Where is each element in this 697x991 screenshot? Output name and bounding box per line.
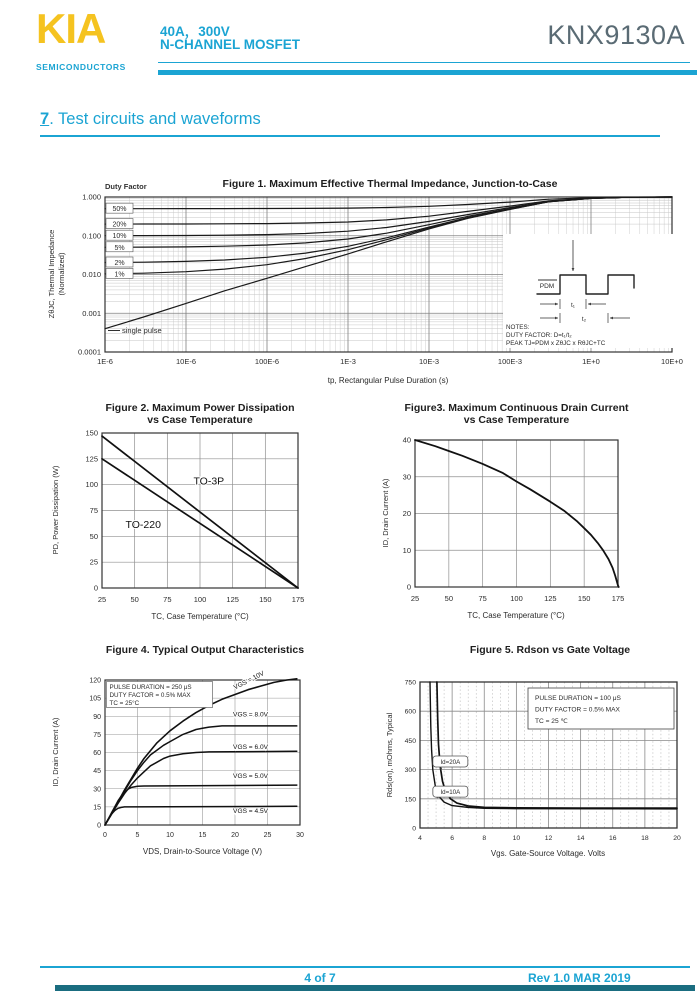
svg-text:150: 150: [577, 594, 591, 603]
svg-text:12: 12: [544, 835, 553, 842]
svg-text:0: 0: [93, 583, 98, 593]
svg-text:125: 125: [226, 595, 239, 604]
svg-text:DUTY FACTOR = 0.5% MAX: DUTY FACTOR = 0.5% MAX: [109, 692, 191, 699]
figure-1-chart: [40, 176, 690, 399]
svg-text:0: 0: [412, 825, 416, 833]
svg-text:VGS = 4.5V: VGS = 4.5V: [233, 807, 269, 815]
svg-text:t₂: t₂: [581, 316, 587, 323]
part-number: KNX9130A: [547, 20, 685, 50]
svg-text:50: 50: [444, 594, 454, 603]
svg-text:0.100: 0.100: [82, 231, 101, 241]
svg-text:10E+0: 10E+0: [661, 357, 683, 366]
svg-text:25: 25: [410, 594, 420, 603]
chart-fig3-svg: [380, 402, 680, 634]
figure-4-chart: [40, 644, 370, 875]
device-rating: 40A，300V: [160, 24, 230, 39]
svg-text:600: 600: [404, 708, 416, 716]
svg-text:Id=20A: Id=20A: [440, 758, 461, 766]
svg-text:0.001: 0.001: [82, 308, 101, 318]
svg-text:20: 20: [402, 509, 411, 518]
figure-4-title: Figure 4. Typical Output Characteristics: [105, 644, 305, 656]
svg-text:PULSE DURATION = 250 μS: PULSE DURATION = 250 μS: [109, 684, 192, 691]
figure-2-chart: [40, 402, 370, 639]
svg-text:20: 20: [673, 835, 681, 842]
section-title-text: . Test circuits and waveforms: [49, 110, 261, 128]
footer-rule: [40, 966, 690, 968]
chart-fig4-svg: [40, 644, 370, 870]
svg-text:1E+0: 1E+0: [582, 357, 600, 366]
svg-text:4: 4: [418, 835, 422, 842]
svg-text:105: 105: [89, 695, 101, 703]
svg-text:90: 90: [93, 713, 101, 721]
figure-5: [380, 644, 697, 870]
svg-text:ID, Drain Current (A): ID, Drain Current (A): [51, 717, 60, 787]
chart-fig5-svg: [380, 644, 697, 870]
svg-text:10E-3: 10E-3: [418, 357, 440, 366]
figure-3: [380, 402, 680, 634]
svg-text:DUTY FACTOR = 0.5% MAX: DUTY FACTOR = 0.5% MAX: [535, 706, 620, 714]
svg-text:ZθJC, Thermal Impedance: ZθJC, Thermal Impedance: [47, 229, 56, 319]
svg-text:5: 5: [135, 832, 140, 839]
svg-text:PDM: PDM: [539, 283, 555, 290]
svg-text:0: 0: [103, 832, 107, 839]
svg-text:Rds(on), mOhms, Typical: Rds(on), mOhms, Typical: [385, 712, 394, 798]
svg-text:14: 14: [576, 835, 585, 842]
svg-text:ID, Drain Current (A): ID, Drain Current (A): [381, 478, 390, 548]
svg-text:0.010: 0.010: [82, 270, 101, 279]
svg-text:VGS = 5.0V: VGS = 5.0V: [233, 772, 269, 780]
svg-text:10: 10: [402, 545, 411, 555]
svg-text:40: 40: [402, 435, 411, 445]
header-rule-thin: [158, 62, 690, 63]
svg-text:50: 50: [89, 531, 98, 541]
revision: Rev 1.0 MAR 2019: [528, 971, 631, 985]
svg-text:1.000: 1.000: [82, 192, 101, 202]
figure-2: [40, 402, 370, 634]
svg-text:150: 150: [259, 595, 272, 604]
svg-text:TC, Case Temperature (°C): TC, Case Temperature (°C): [151, 612, 249, 621]
svg-text:10E-6: 10E-6: [175, 357, 197, 366]
svg-text:single pulse: single pulse: [122, 326, 162, 335]
svg-text:PULSE DURATION = 100 μS: PULSE DURATION = 100 μS: [535, 695, 621, 702]
svg-text:8: 8: [482, 835, 487, 842]
svg-text:15: 15: [198, 832, 207, 839]
chart-fig1-svg: [40, 176, 690, 394]
svg-text:1E-6: 1E-6: [97, 357, 113, 366]
svg-text:(Normalized): (Normalized): [57, 252, 66, 296]
svg-text:16: 16: [608, 835, 617, 842]
svg-text:300: 300: [404, 767, 416, 775]
svg-text:450: 450: [404, 737, 416, 745]
svg-text:75: 75: [163, 595, 172, 604]
svg-text:25: 25: [263, 832, 272, 839]
figure-3-title: Figure3. Maximum Continuous Drain Current: [404, 402, 629, 414]
svg-text:10: 10: [512, 835, 521, 842]
kia-logo-subtext: SEMICONDUCTORS: [36, 62, 126, 72]
figure-5-title: Figure 5. Rdson vs Gate Voltage: [469, 644, 631, 656]
device-type: N-CHANNEL MOSFET: [160, 37, 300, 52]
svg-text:175: 175: [291, 595, 305, 604]
svg-text:75: 75: [93, 731, 101, 739]
svg-text:Id=10A: Id=10A: [440, 789, 461, 797]
svg-text:TC = 25°C: TC = 25°C: [109, 700, 140, 707]
svg-text:175: 175: [611, 594, 625, 603]
svg-text:75: 75: [89, 506, 98, 515]
svg-text:120: 120: [89, 677, 101, 685]
svg-text:10: 10: [166, 832, 174, 839]
svg-text:30: 30: [296, 832, 304, 839]
kia-logo: KIA: [36, 5, 106, 52]
svg-text:VDS, Drain-to-Source Voltage (: VDS, Drain-to-Source Voltage (V): [142, 847, 263, 856]
section-title: [40, 110, 660, 137]
svg-text:VGS = 10V: VGS = 10V: [232, 670, 266, 692]
figure-1-title: Figure 1. Maximum Effective Thermal Impedance, Junction-to-Case: [222, 178, 558, 190]
svg-text:150: 150: [404, 796, 416, 804]
svg-text:100: 100: [85, 480, 98, 490]
svg-text:60: 60: [93, 750, 101, 757]
chart-fig2-svg: [40, 402, 370, 634]
svg-text:PD, Power Dissipation (W): PD, Power Dissipation (W): [51, 465, 60, 555]
header-rule-thick: [158, 70, 697, 75]
svg-text:10%: 10%: [112, 233, 127, 241]
svg-text:0: 0: [97, 822, 101, 830]
svg-text:Vgs. Gate-Source Voltage. Volt: Vgs. Gate-Source Voltage. Volts: [490, 849, 606, 858]
svg-text:100: 100: [193, 595, 207, 604]
svg-text:30: 30: [93, 786, 101, 794]
svg-text:45: 45: [93, 768, 101, 776]
svg-text:30: 30: [402, 472, 411, 482]
svg-text:tp, Rectangular Pulse Duration: tp, Rectangular Pulse Duration (s): [327, 376, 449, 385]
figure-5-chart: [380, 644, 697, 875]
svg-text:100E-6: 100E-6: [254, 357, 280, 366]
svg-text:TO-3P: TO-3P: [193, 475, 225, 488]
svg-text:TC, Case Temperature (°C): TC, Case Temperature (°C): [467, 611, 565, 620]
svg-text:0.0001: 0.0001: [78, 347, 101, 357]
figure-3-title-line2: vs Case Temperature: [463, 414, 570, 426]
figure-1: [40, 176, 690, 394]
svg-text:75: 75: [478, 594, 487, 603]
svg-text:750: 750: [404, 679, 416, 687]
figure-2-title-line2: vs Case Temperature: [147, 414, 253, 426]
svg-text:20: 20: [231, 832, 239, 839]
svg-text:2%: 2%: [114, 260, 125, 268]
svg-text:150: 150: [85, 428, 98, 438]
svg-text:50: 50: [130, 595, 139, 604]
svg-text:50%: 50%: [112, 206, 127, 214]
svg-text:100: 100: [510, 594, 523, 603]
svg-text:25: 25: [97, 595, 107, 604]
svg-text:PEAK TJ=PDM x ZθJC x RθJC+TC: PEAK TJ=PDM x ZθJC x RθJC+TC: [506, 340, 606, 347]
svg-text:100E-3: 100E-3: [497, 357, 523, 366]
svg-text:25: 25: [89, 557, 98, 567]
svg-text:1E-3: 1E-3: [340, 357, 356, 366]
section-number: 7: [40, 110, 50, 128]
svg-text:6: 6: [450, 835, 455, 842]
svg-text:VGS = 6.0V: VGS = 6.0V: [233, 743, 269, 751]
figure-3-chart: [380, 402, 680, 639]
svg-text:TC = 25 ℃: TC = 25 ℃: [535, 718, 568, 725]
svg-text:15: 15: [93, 804, 101, 812]
svg-text:NOTES:: NOTES:: [506, 324, 530, 331]
figure-4: [40, 644, 370, 870]
duty-factor-label: Duty Factor: [105, 182, 147, 191]
svg-text:125: 125: [85, 454, 98, 464]
svg-text:20%: 20%: [112, 221, 127, 229]
svg-text:VGS = 8.0V: VGS = 8.0V: [233, 711, 269, 719]
svg-text:125: 125: [544, 594, 557, 603]
svg-text:18: 18: [641, 835, 649, 842]
svg-text:5%: 5%: [114, 244, 125, 252]
svg-text:TO-220: TO-220: [125, 519, 161, 532]
page-number: 4 of 7: [304, 971, 336, 985]
bottom-edge-strip: [55, 985, 695, 991]
figure-2-title: Figure 2. Maximum Power Dissipation: [105, 402, 295, 414]
svg-text:0: 0: [406, 582, 411, 592]
svg-text:t₁: t₁: [571, 302, 575, 309]
svg-text:1%: 1%: [114, 271, 125, 279]
svg-text:DUTY FACTOR: D=t₁/t₂: DUTY FACTOR: D=t₁/t₂: [506, 332, 572, 339]
